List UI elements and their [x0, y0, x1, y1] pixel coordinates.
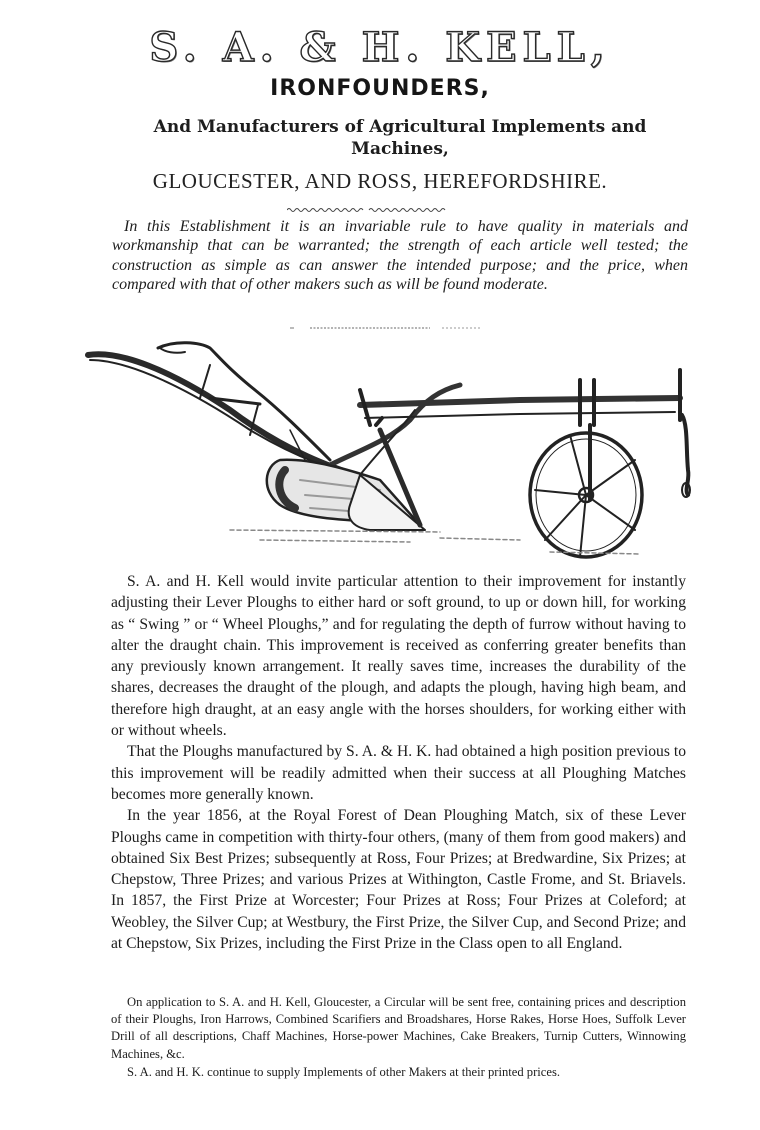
wavy-divider [287, 206, 447, 214]
establishment-motto: In this Establishment it is an invariable rule to have quality in materials and workmanship that can be warranted; the strength of each article well tested; the construction as simple as can answer the intended purpose; and the price, when compared with that of other makers such as will be found moderate. [112, 218, 688, 294]
body-paragraph: In the year 1856, at the Royal Forest of Dean Ploughing Match, six of these Lever Ploughs came in competition with thirty-four others, (many of them from good makers) and obtained Six Best Prizes; subsequently at Ross, Four Prizes; at Bredwardine, Six Prizes; at Chepstow, Three Prizes; and various Prizes at Withington, Castle Frome, and St. Briavels. In 1857, the First Prize at Worcester; Four Prizes at Ross; Four Prizes at Coleford; at Weobley, the Silver Cup; at Westbury, the First Prize, the Silver Cup, and Second Prize; and at Chepstow, Six Prizes, including the First Prize in the Class open to all England. [111, 807, 686, 953]
trade-heading: IRONFOUNDERS, [270, 76, 490, 101]
location-line: GLOUCESTER, AND ROSS, HEREFORDSHIRE. [152, 169, 608, 193]
supply-note: S. A. and H. K. continue to supply Implements of other Makers at their printed prices. [127, 1064, 560, 1079]
subtitle: And Manufacturers of Agricultural Implements and Machines, [153, 117, 647, 159]
lever-plough-illustration [80, 330, 710, 560]
firm-name-heading: S. A. & H. KELL, [149, 24, 611, 71]
application-paragraph: On application to S. A. and H. Kell, Gloucester, a Circular will be sent free, containing prices and description of their Ploughs, Iron Harrows, Combined Scarifiers and Broadshares, Horse Rakes, Horse Hoes, Suffolk Lever Drill of all descriptions, Chaff Machines, Horse-power Machines, Cake Breakers, Turnip Cutters, Winnowing Machines, &c. [111, 995, 686, 1061]
body-paragraph: That the Ploughs manufactured by S. A. & H. K. had obtained a high position previous to this improvement will be readily admitted when their success at all Ploughing Matches becomes more generally known. [111, 743, 686, 803]
footer-text [111, 994, 686, 1081]
body-paragraph: S. A. and H. Kell would invite particular attention to their improvement for instantly adjusting their Lever Ploughs to either hard or soft ground, to up or down hill, for working as “ Swing ” or “ Wheel Ploughs,” and for regulating the depth of furrow without having to alter the draught chain. This improvement is received as conferring greater benefits than any previously known arrangement. It really saves time, increases the durability of the shares, decreases the draught of the plough, and adapts the plough, having high beam, and therefore high draught, at an easy angle with the horses shoulders, for working either with or without wheels. [111, 573, 686, 740]
body-text [111, 571, 686, 954]
lever-plough-icon [88, 343, 690, 557]
